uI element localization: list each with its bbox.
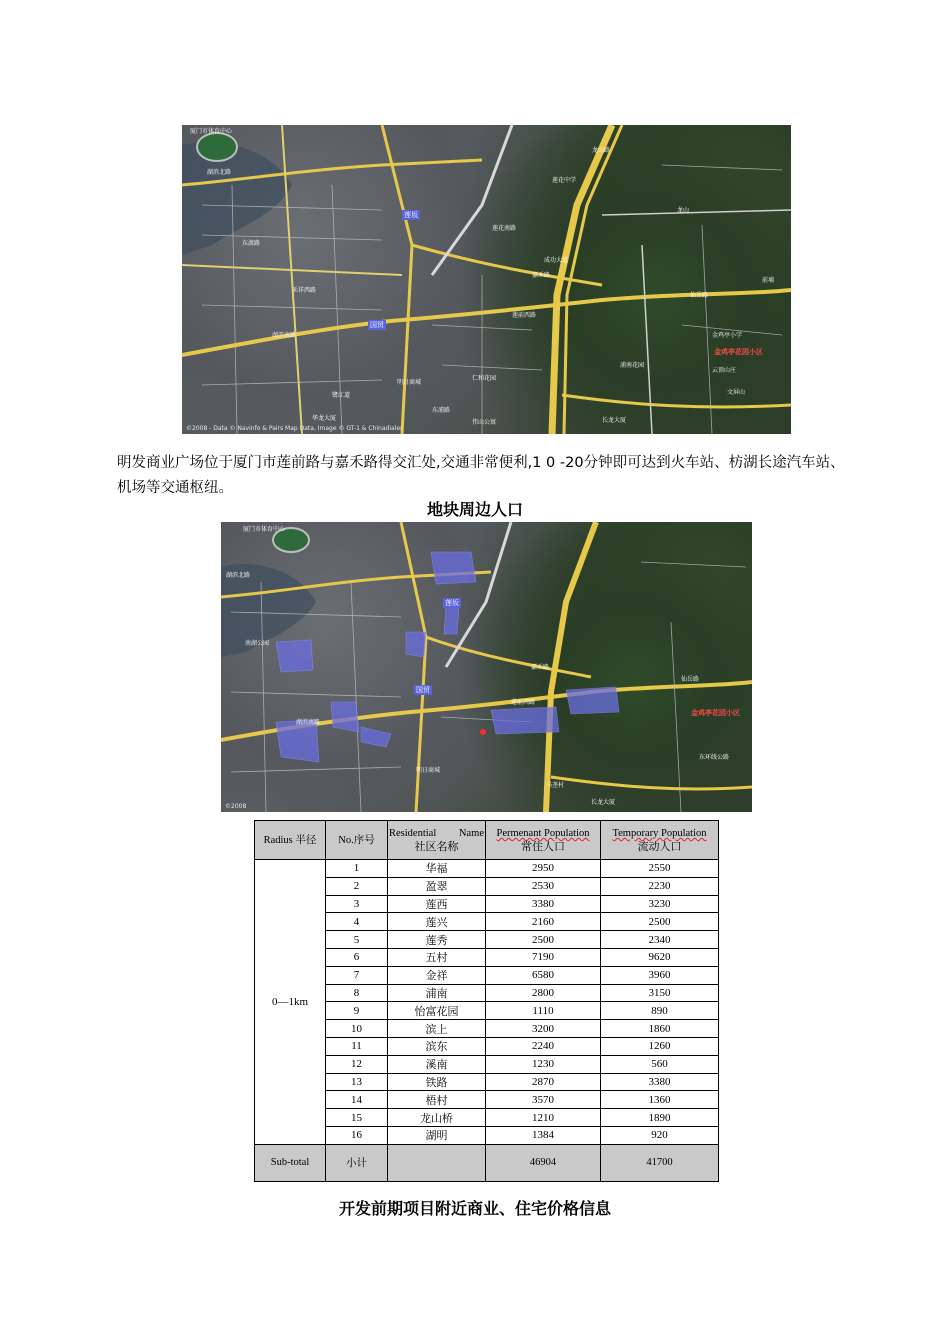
row-name: 滨上 [388,1020,486,1038]
map-label: 仙岳路 [681,676,700,683]
row-name: 金祥 [388,966,486,984]
row-temporary: 1890 [601,1109,719,1127]
row-permanent: 2240 [486,1037,601,1055]
table-body [255,860,719,1182]
map-tag-guomao: 国贸 [416,686,430,694]
row-temporary: 3380 [601,1073,719,1091]
row-name: 梧村 [388,1091,486,1109]
aerial-map-location [182,125,791,434]
map-label: 前埔 [762,277,775,284]
map-label: 厦门市体育中心 [190,128,233,135]
header-temporary-en: Temporary Population [612,828,707,839]
map-label: 华龙大厦 [312,415,337,422]
map-label: 嘉禾路 [532,272,551,279]
map-label: 莲花南路 [492,225,517,232]
subtotal-permanent: 46904 [486,1144,601,1181]
row-temporary: 3230 [601,895,719,913]
row-permanent: 2870 [486,1073,601,1091]
row-permanent: 1210 [486,1109,601,1127]
map-label: 浦南花园 [620,362,645,369]
subtotal-name [388,1144,486,1181]
header-permanent [486,821,601,860]
row-name: 莲西 [388,895,486,913]
row-no: 2 [326,877,388,895]
row-name: 溪南 [388,1055,486,1073]
row-name: 浦南 [388,984,486,1002]
row-name: 怡富花园 [388,1002,486,1020]
map-label: 马垄村 [546,782,565,789]
row-temporary: 560 [601,1055,719,1073]
row-temporary: 2500 [601,913,719,931]
row-temporary: 2550 [601,860,719,878]
row-permanent: 3200 [486,1020,601,1038]
map-label: 东渡路 [242,240,261,247]
map-label: 仙岳路 [690,292,709,299]
map-tag-lianban: 莲坂 [445,599,459,607]
header-name-en: Residential Name [389,828,484,839]
table-row [255,860,719,878]
row-name: 莲兴 [388,913,486,931]
row-no: 7 [326,966,388,984]
row-name: 龙山桥 [388,1109,486,1127]
map-label: 莲前西路 [511,699,536,706]
row-no: 16 [326,1126,388,1144]
subtotal-row [255,1144,719,1181]
row-no: 1 [326,860,388,878]
row-temporary: 3150 [601,984,719,1002]
location-description: 明发商业广场位于厦门市莲前路与嘉禾路得交汇处,交通非常便利,1 0 -20分钟即可达到火车站、枋湖长途汽车站、机场等交通枢纽。 [117,455,845,496]
map-label: 禾祥西路 [292,287,317,294]
row-no: 3 [326,895,388,913]
map-label: 成功大道 [544,257,569,264]
row-permanent: 2800 [486,984,601,1002]
row-permanent: 1110 [486,1002,601,1020]
row-temporary: 1260 [601,1037,719,1055]
row-name: 湖明 [388,1126,486,1144]
map-label: 云顶山庄 [712,367,737,374]
map-label: 鹭江道 [332,392,351,399]
row-temporary: 1860 [601,1020,719,1038]
row-temporary: 2340 [601,931,719,949]
map-roads-highlights [221,522,752,812]
map-label: 仁和花园 [472,375,497,382]
row-permanent: 2950 [486,860,601,878]
row-no: 13 [326,1073,388,1091]
header-name-cn: 社区名称 [414,840,459,853]
map-label: 东环线公路 [699,754,730,761]
map-label: 莲花中学 [552,177,577,184]
row-permanent: 1384 [486,1126,601,1144]
map-label: 金鸡亭小学 [712,332,743,339]
map-label: 嘉禾路 [531,664,550,671]
table-header-row [255,821,719,860]
row-permanent: 3570 [486,1091,601,1109]
row-no: 10 [326,1020,388,1038]
map-label: 龙山路 [592,147,611,154]
row-no: 5 [326,931,388,949]
map-roads [182,125,791,434]
map-label: 湖滨南路 [296,719,321,726]
row-no: 11 [326,1037,388,1055]
map-label: 明日商城 [397,379,422,386]
row-temporary: 890 [601,1002,719,1020]
map-tag-lianban: 莲坂 [404,211,418,219]
row-permanent: 3380 [486,895,601,913]
header-name [388,821,486,860]
row-name: 盈翠 [388,877,486,895]
header-permanent-en: Permenant Population [496,828,590,839]
map-copyright: ©2008 - Data © Navinfo & Pairs Map Data, Image © GT-1 & Chinadialer [186,425,403,432]
row-temporary: 2230 [601,877,719,895]
row-name: 五村 [388,948,486,966]
map-tag-jinjiting: 金鸡亭花园小区 [691,709,740,717]
map-copyright: ©2008 [225,803,247,810]
map-label: 文屏山 [727,389,746,396]
map-label: 龙山 [677,207,690,214]
row-temporary: 3960 [601,966,719,984]
row-temporary: 9620 [601,948,719,966]
row-name: 莲秀 [388,931,486,949]
row-permanent: 2530 [486,877,601,895]
map-label: 长龙大厦 [602,417,627,424]
map-label: 明日商城 [416,767,441,774]
header-no: No.序号 [326,821,388,860]
row-name: 铁路 [388,1073,486,1091]
map-label: 伟山公寓 [472,419,497,426]
row-permanent: 1230 [486,1055,601,1073]
header-temporary [601,821,719,860]
row-permanent: 2500 [486,931,601,949]
row-permanent: 7190 [486,948,601,966]
map-label: 莲前西路 [512,312,537,319]
row-no: 12 [326,1055,388,1073]
row-no: 9 [326,1002,388,1020]
row-permanent: 6580 [486,966,601,984]
header-radius: Radius 半径 [255,821,326,860]
section-heading-population: 地块周边人口 [426,500,523,519]
row-no: 6 [326,948,388,966]
section-heading-prices: 开发前期项目附近商业、住宅价格信息 [338,1199,611,1218]
row-permanent: 2160 [486,913,601,931]
subtotal-label: Sub-total [255,1144,326,1181]
row-no: 4 [326,913,388,931]
row-name: 滨东 [388,1037,486,1055]
row-name: 华福 [388,860,486,878]
map-tag-jinjiting: 金鸡亭花园小区 [714,348,763,356]
map-label: 东浦路 [432,407,451,414]
subtotal-temporary: 41700 [601,1144,719,1181]
row-no: 14 [326,1091,388,1109]
row-temporary: 920 [601,1126,719,1144]
header-temporary-cn: 流动人口 [637,840,682,853]
subtotal-label-cn: 小计 [326,1144,388,1181]
map-label: 湖滨北路 [207,169,232,176]
map-label: 长龙大厦 [591,799,616,806]
map-tag-guomao: 国贸 [370,321,384,329]
aerial-map-population [221,522,752,812]
map-label: 湖滨南路 [272,332,297,339]
row-no: 15 [326,1109,388,1127]
population-table [254,820,719,1182]
map-label: 湖滨北路 [226,572,251,579]
row-no: 8 [326,984,388,1002]
radius-cell: 0—1km [255,860,326,1145]
header-permanent-cn: 常住人口 [521,840,565,853]
map-label: 厦门市体育中心 [243,526,286,533]
row-temporary: 1360 [601,1091,719,1109]
map-label: 南湖公园 [245,640,270,647]
